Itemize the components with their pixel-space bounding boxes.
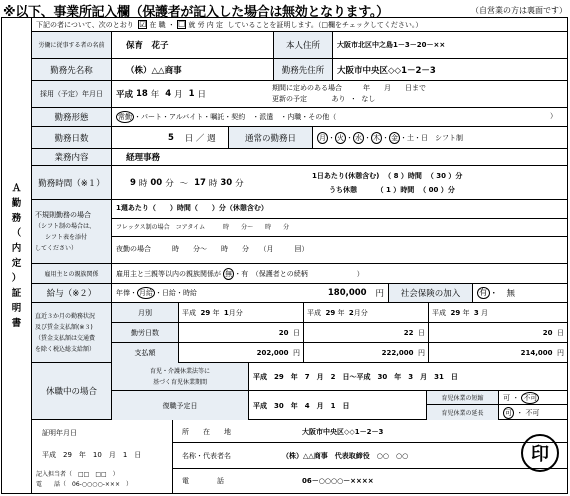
weekly-hours[interactable]: 1週あたり（ ）時間（ ）分（休憩含む） xyxy=(116,204,268,212)
seal-stamp: 印 xyxy=(521,434,559,472)
hours-row: 勤務時間（※１） 9 時 00 分 ～ 17 時 30 分 1日あたり(休憩含む) （ 8 ）時間 （ 30 ）分 うち休憩 （ 1 ）時間 （ 00 ）分 xyxy=(32,166,567,200)
hire-row: 採用（予定）年月日 平成 18 年 4 月 1 日 期間に定めのある場合 年 月 日まで 更新の予定 あり ・ なし xyxy=(32,81,567,108)
company-name[interactable]: （株）△△商事 xyxy=(112,59,274,80)
intro-row: 下記の者について、次のとおり ☑ 在 職 ・ ☐ 就 労 内 定 していることを証明します。（□欄をチェックしてください。） xyxy=(32,18,567,32)
footer-address[interactable]: 大阪市中央区◇◇1－2－3 xyxy=(302,428,384,436)
month-1: 平成 29 年 1 月分 xyxy=(179,303,304,323)
irregular-row: 不規則勤務の場合 （シフト制の場合は、 シフト表を添付 してください） 1週あたり（ ）時間（ ）分（休憩含む） フレックス制の場合 コアタイム 時 分～ 時 分 夜勤の場合 時 分～ 時 分 （月 回） xyxy=(32,200,567,264)
month-3: 平成 29 年 3 月 xyxy=(429,303,567,323)
month-2-pay: 222,000 円 xyxy=(304,343,429,363)
side-title: Ａ 勤 務 （ 内 定 ） 証 明 書 xyxy=(2,18,32,493)
relation-row: 雇用主との親族関係 雇用主と三親等以内の親族関係が 無 ・有 （保護者との続柄 ） xyxy=(32,264,567,284)
offer-checkbox[interactable]: ☐ xyxy=(178,20,186,29)
leave-extend[interactable]: 可 ・ 不可 xyxy=(505,408,540,417)
return-date[interactable]: 平成 30 年 4 月 1 日 xyxy=(249,391,427,420)
company-address[interactable]: 大阪市中央区◇◇1－2－3 xyxy=(337,65,436,76)
certificate-frame xyxy=(1,17,568,494)
person-in-charge[interactable]: 記入担当者（ □□ □□ ） xyxy=(36,471,119,478)
representative[interactable]: （株）△△商事 代表取締役 ○○ ○○ xyxy=(282,452,409,460)
month-1-pay: 202,000 円 xyxy=(179,343,304,363)
top-notice xyxy=(3,1,567,20)
month-2-days: 22 日 xyxy=(304,323,429,343)
night-shift[interactable]: 夜勤の場合 時 分～ 時 分 （月 回） xyxy=(116,245,309,253)
contract-period[interactable]: 期間に定めのある場合 年 月 日まで 更新の予定 あり ・ なし xyxy=(272,84,426,103)
cert-date-label: 証明年月日 xyxy=(42,429,77,437)
month-3-days: 20 日 xyxy=(429,323,567,343)
person-tel[interactable]: 電 話（ 06-○○○○-××× ） xyxy=(36,481,132,488)
worker-name[interactable]: 保育 花子 xyxy=(112,32,274,58)
leave-row: 休職中の場合 育児・介護休業法等に 基づく育児休業期間 平成 29 年 7 月 2 日～平成 30 年 3 月 31 日 復職予定日 平成 30 年 4 月 1 日 育児休業の短縮 可 ・ 不可 育児休業の延長 可 ・ 不可 xyxy=(32,363,567,420)
work-form-options[interactable]: 常勤 ・パート・アルバイト・嘱託・契約 ・派遣 ・内職・その他（ xyxy=(118,113,337,121)
notice-text: ※以下、事業所記入欄（保護者が記入した場合は無効となります。） xyxy=(3,5,389,20)
leave-period[interactable]: 平成 29 年 7 月 2 日～平成 30 年 3 月 31 日 xyxy=(249,363,567,391)
social-insurance[interactable]: 有 ・ 無 xyxy=(479,288,516,299)
worker-address[interactable]: 大阪市北区中之島1－3－20－×× xyxy=(337,41,446,49)
leave-shorten[interactable]: 可 ・ 不可 xyxy=(499,391,567,405)
employed-checkbox[interactable]: ☑ xyxy=(139,20,147,29)
company-row: 勤務先名称 （株）△△商事 勤務先住所 大阪市中央区◇◇1－2－3 xyxy=(32,59,567,81)
salary-type[interactable]: 年俸・ 月給 ・日給・時給 xyxy=(116,289,197,297)
days-per-week[interactable]: 5 日 ／ 週 xyxy=(112,127,229,148)
flex-time[interactable]: フレックス制の場合 コアタイム 時 分～ 時 分 xyxy=(116,224,290,231)
recent-months: 直近３か月の勤務状況 及び賃金支払額(※３) （賃金支払額は交通費 を除く税込総支給額） 月別 勤労日数 支払額 平成 29 年 1 月分 20 日 202,000 円 平成 29 年 2 月分 22 日 222,000 円 平成 29 年 3 月 20 日 214,000 円 xyxy=(32,303,567,363)
month-3-pay: 214,000 円 xyxy=(520,349,564,357)
cert-date[interactable]: 平成 29 年 10 月 1 日 xyxy=(42,451,142,459)
hire-date[interactable]: 平成 18 年 4 月 1 日 xyxy=(116,89,206,100)
regular-days[interactable]: 月 ・ 火 ・ 水 ・ 木 ・ 金 ・土・日 シフト制 xyxy=(319,133,463,142)
salary-amount[interactable]: 180,000 円 xyxy=(192,284,389,302)
work-hours[interactable]: 9 時 00 分 ～ 17 時 30 分 xyxy=(130,177,244,189)
month-1-days: 20 日 xyxy=(179,323,304,343)
duties-row: 業務内容 経理事務 xyxy=(32,149,567,166)
work-days-row: 勤務日数 5 日 ／ 週 通常の勤務日 月 ・ 火 ・ 水 ・ 木 ・ 金 ・土・日 シフト制 xyxy=(32,127,567,149)
month-2: 平成 29 年 2 月分 xyxy=(304,303,429,323)
daily-hours[interactable]: 1日あたり(休憩含む) （ 8 ）時間 （ 30 ）分 うち休憩 （ 1 ）時間 （ 00 ）分 xyxy=(312,171,463,194)
relation-options[interactable]: 雇用主と三親等以内の親族関係が 無 ・有 （保護者との続柄 ） xyxy=(116,269,364,278)
footer-tel[interactable]: 06－○○○○－×××× xyxy=(302,477,374,485)
duties-value[interactable]: 経理事務 xyxy=(126,153,161,163)
backside-note: （自営業の方は裏面です） xyxy=(471,6,567,15)
salary-row: 給与（※２） 年俸・ 月給 ・日給・時給 180,000 円 社会保険の加入 有 ・ 無 xyxy=(32,284,567,303)
worker-row: 労働に従事する者の名前 保育 花子 本人住所 大阪市北区中之島1－3－20－×× xyxy=(32,32,567,59)
work-form-row: 勤務形態 常勤 ・パート・アルバイト・嘱託・契約 ・派遣 ・内職・その他（ ） xyxy=(32,108,567,127)
footer-block: 証明年月日 平成 29 年 10 月 1 日 記入担当者（ □□ □□ ） 電 話（ 06-○○○○-××× ） 所 在 地 大阪市中央区◇◇1－2－3 名称・代表者名 （株）△△商事 代表取締役 ○○ ○○ 電 話 06－○○○○－×××× 印 xyxy=(32,420,567,493)
